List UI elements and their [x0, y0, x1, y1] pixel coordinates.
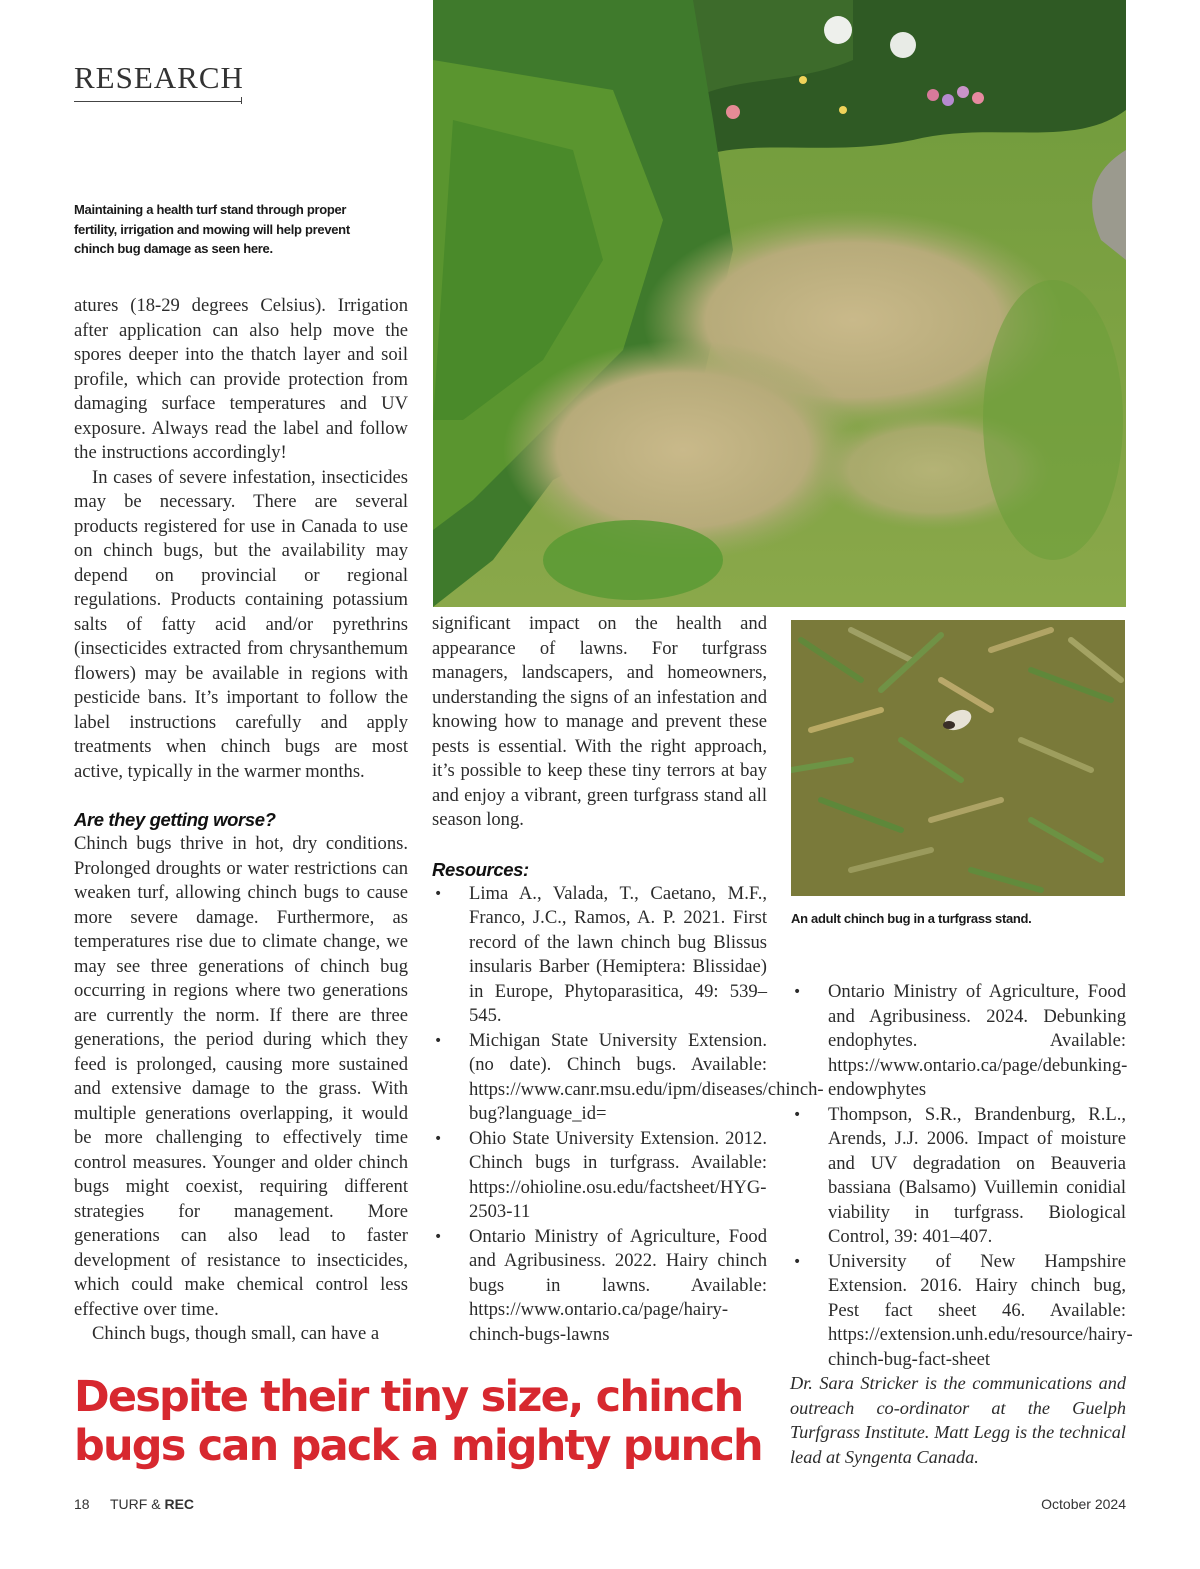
- lawn-damage-photo: [433, 0, 1126, 607]
- references-list-2: [791, 980, 1133, 1372]
- col2-paragraph-1: significant impact on the health and appearance of lawns. For turfgrass managers, landscapers, and homeowners, understanding the signs of an infestation and knowing how to manage and prevent these pests is essential. With the right approach, it’s possible to keep these tiny terrors at bay and enjoy a vibrant, green turfgrass stand all season long.: [432, 613, 767, 830]
- col1-paragraph-2: In cases of severe infestation, insecticides may be necessary. There are several products registered for use in Canada to use on chinch bugs, but the availability may depend on provincial or regional regulations. Products containing potassium salts of fatty acid and/or pyrethrins (insecticides extracted from chrysanthemum flowers) may be available in regions with pesticide bans. It’s important to follow the label instructions carefully and apply treatments when chinch bugs are most active, typically in the warmer months.: [74, 466, 408, 782]
- section-rule-tick: [241, 97, 242, 104]
- section-rule: [74, 101, 242, 102]
- chinch-bug-photo: [791, 620, 1125, 896]
- reference-item: • Michigan State University Extension. (no date). Chinch bugs. Available: https://www.canr.msu.edu/ipm/diseases/chinch-bug?language_id=: [432, 1029, 767, 1127]
- publication-rec: REC: [164, 1496, 195, 1512]
- publication-name: [110, 1496, 194, 1512]
- references-list-1: [432, 882, 824, 1348]
- pull-quote: Despite their tiny size, chinch bugs can pack a mighty punch: [74, 1372, 762, 1471]
- col1-paragraph-4: Chinch bugs, though small, can have a: [92, 1323, 380, 1344]
- column-1: [74, 294, 408, 1347]
- page-number: 18: [74, 1496, 90, 1512]
- subhead-getting-worse: Are they getting worse?: [74, 809, 276, 830]
- reference-item: • Ontario Ministry of Agriculture, Food and Agribusiness. 2022. Hairy chinch bugs in lawns. Available: https://www.ontario.ca/page/hairy-chinch-bugs-lawns: [432, 1225, 767, 1348]
- reference-item: • Ontario Ministry of Agriculture, Food and Agribusiness. 2024. Debunking endophytes. Available: https://www.ontario.ca/page/debunking-endowphytes: [791, 980, 1126, 1103]
- reference-item: • University of New Hampshire Extension. 2016. Hairy chinch bug, Pest fact sheet 46. Available: https://extension.unh.edu/resource/hairy-chinch-bug-fact-sheet: [791, 1250, 1126, 1373]
- author-bio: Dr. Sara Stricker is the communications and outreach co-ordinator at the Guelph Turfgrass Institute. Matt Legg is the technical lead at Syngenta Canada.: [790, 1373, 1126, 1467]
- resources-heading: Resources:: [432, 858, 529, 880]
- issue-date: October 2024: [1041, 1496, 1126, 1512]
- column-3: [791, 980, 1133, 1372]
- section-label: RESEARCH: [74, 60, 244, 95]
- publication-turf: TURF &: [110, 1496, 161, 1512]
- reference-item: • Thompson, S.R., Brandenburg, R.L., Arends, J.J. 2006. Impact of moisture and UV degradation on Beauveria bassiana (Balsamo) Vuillemin conidial viability in turfgrass. Biological Control, 39: 401–407.: [791, 1103, 1126, 1250]
- column-2: [432, 612, 824, 1347]
- col1-paragraph-3: Chinch bugs thrive in hot, dry conditions. Prolonged droughts or water restrictions can weaken turf, allowing chinch bugs to cause more severe damage. Furthermore, as temperatures rise due to climate change, we may see three generations of chinch bug occurring in regions where two generations are currently the norm. If there are three generations, the period during which they feed is prolonged, causing more sustained and extensive damage to the grass. With multiple generations overlapping, it would be more challenging to effectively time control measures. Younger and older chinch bugs might coexist, requiring different strategies for management. More generations can also lead to faster development of resistance to insecticides, which could make chemical control less effective over time.: [74, 833, 408, 1320]
- reference-item: • Ohio State University Extension. 2012. Chinch bugs in turfgrass. Available: https://ohioline.osu.edu/factsheet/HYG-2503-11: [432, 1127, 767, 1225]
- photo-caption-bug: An adult chinch bug in a turfgrass stand.: [791, 911, 1032, 926]
- col1-paragraph-1: atures (18-29 degrees Celsius). Irrigation after application can also help move the spores deeper into the thatch layer and soil profile, which can provide protection from damaging surface temperatures and UV exposure. Always read the label and follow the instructions accordingly!: [74, 295, 408, 463]
- photo-caption-lawn: Maintaining a health turf stand through proper fertility, irrigation and mowing will help prevent chinch bug damage as seen here.: [74, 202, 350, 256]
- reference-item: • Lima A., Valada, T., Caetano, M.F., Franco, J.C., Ramos, A. P. 2021. First record of the lawn chinch bug Blissus insularis Barber (Hemiptera: Blissidae) in Europe, Phytoparasitica, 49: 539–545.: [432, 882, 767, 1029]
